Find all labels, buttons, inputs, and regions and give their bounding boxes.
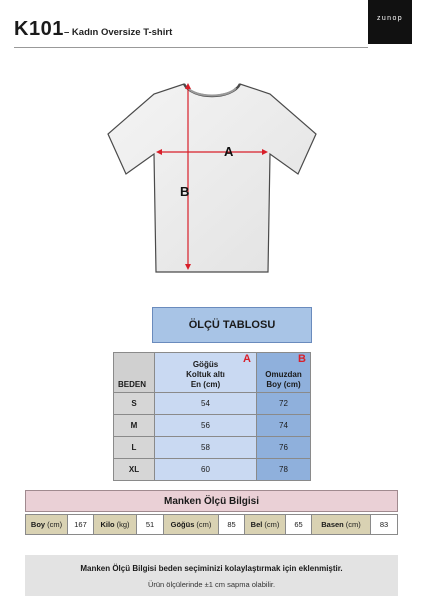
col-header-a <box>155 353 257 393</box>
table-row <box>114 459 311 481</box>
brand-logo-text: zunop <box>376 15 404 22</box>
info-note <box>25 555 398 596</box>
model-height-unit: (cm) <box>47 520 63 529</box>
model-height-value: 167 <box>68 515 94 534</box>
table-row <box>114 437 311 459</box>
model-chest-unit: (cm) <box>196 520 212 529</box>
model-info-row <box>25 514 398 535</box>
model-hip-unit: (cm) <box>345 520 361 529</box>
info-note-line1: Manken Ölçü Bilgisi beden seçiminizi kolaylaştırmak için eklenmiştir. <box>80 564 343 573</box>
size-cell: M <box>114 415 155 437</box>
table-row <box>114 393 311 415</box>
label-a: A <box>224 144 234 159</box>
col-header-size <box>114 353 155 393</box>
size-cell: L <box>114 437 155 459</box>
model-weight-label-name: Kilo <box>100 520 115 529</box>
model-hip-label-name: Basen <box>321 520 344 529</box>
value-a-cell: 60 <box>155 459 257 481</box>
model-height-label-name: Boy <box>30 520 46 529</box>
col-header-b-line1: Omuzdan <box>265 370 302 379</box>
value-b-cell: 78 <box>257 459 311 481</box>
value-a-cell: 58 <box>155 437 257 459</box>
value-a-cell: 56 <box>155 415 257 437</box>
model-chest-value: 85 <box>219 515 245 534</box>
col-header-a-line3: En (cm) <box>190 380 221 389</box>
col-header-a-line1: Göğüs <box>192 360 219 369</box>
col-header-a-mark: A <box>243 353 251 365</box>
col-header-b-mark: B <box>298 353 306 365</box>
header <box>0 0 424 48</box>
brand-logo <box>368 0 412 44</box>
value-b-cell: 74 <box>257 415 311 437</box>
tshirt-diagram <box>92 70 332 280</box>
model-waist-value: 65 <box>286 515 312 534</box>
size-cell: XL <box>114 459 155 481</box>
model-chest-label-name: Göğüs <box>170 520 195 529</box>
model-height-label <box>26 515 68 534</box>
model-info-title: Manken Ölçü Bilgisi <box>25 490 398 512</box>
model-weight-unit: (kg) <box>116 520 130 529</box>
product-subtitle: – Kadın Oversize T-shirt <box>64 27 173 38</box>
col-header-b <box>257 353 311 393</box>
model-waist-label <box>245 515 286 534</box>
header-divider <box>14 47 368 48</box>
model-waist-unit: (cm) <box>264 520 280 529</box>
size-table <box>113 352 311 481</box>
size-cell: S <box>114 393 155 415</box>
product-code: K101 <box>14 18 64 40</box>
label-b: B <box>180 184 190 199</box>
col-header-b-line2: Boy (cm) <box>266 380 301 389</box>
model-weight-label <box>94 515 137 534</box>
model-weight-value: 51 <box>137 515 164 534</box>
info-note-line2: Ürün ölçülerinde ±1 cm sapma olabilir. <box>147 580 276 589</box>
size-table-header <box>114 353 311 393</box>
model-waist-label-name: Bel <box>250 520 263 529</box>
value-b-cell: 76 <box>257 437 311 459</box>
tshirt-shape <box>108 84 316 272</box>
value-b-cell: 72 <box>257 393 311 415</box>
col-header-a-line2: Koltuk altı <box>186 370 225 379</box>
model-hip-label <box>312 515 371 534</box>
table-row <box>114 415 311 437</box>
value-a-cell: 54 <box>155 393 257 415</box>
col-header-size-text: BEDEN <box>118 380 147 389</box>
model-chest-label <box>164 515 219 534</box>
model-hip-value: 83 <box>371 515 397 534</box>
size-table-title: ÖLÇÜ TABLOSU <box>152 307 312 343</box>
